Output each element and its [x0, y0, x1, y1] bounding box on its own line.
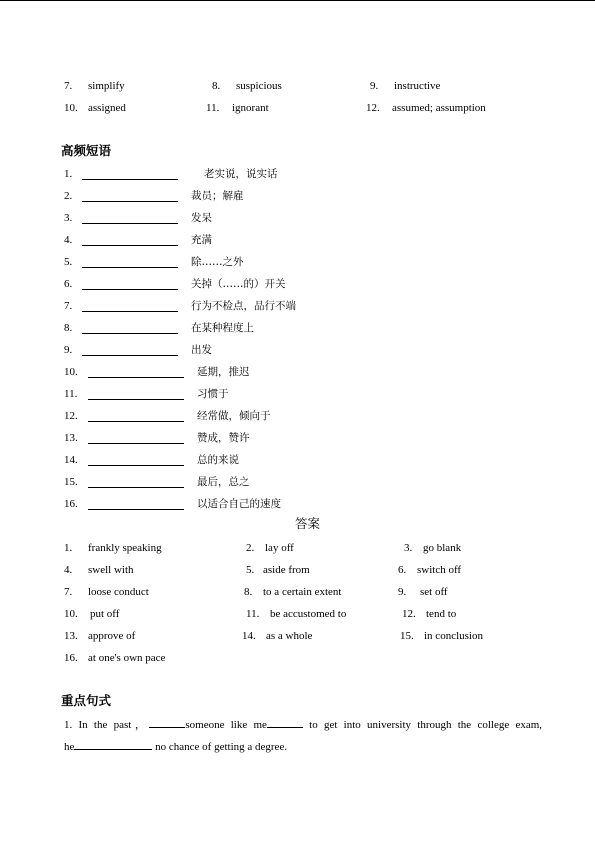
phrase-answer-blank[interactable]	[88, 366, 184, 378]
phrase-meaning: 裁员；解雇	[191, 190, 244, 202]
phrase-num: 3.	[64, 212, 73, 224]
answer-num: 2.	[246, 542, 255, 554]
answer-text: at one's own pace	[88, 652, 166, 664]
phrase-num: 16.	[64, 498, 78, 510]
vocab-word: suspicious	[236, 80, 282, 92]
vocab-num: 12.	[366, 102, 380, 114]
vocab-num: 10.	[64, 102, 78, 114]
sentence-item-1-line-1	[64, 717, 542, 732]
phrase-answer-blank[interactable]	[82, 256, 178, 268]
phrase-meaning: 经常做，倾向于	[197, 410, 271, 422]
phrase-answer-blank[interactable]	[88, 388, 184, 400]
phrase-meaning: 充满	[191, 234, 212, 246]
top-border-line	[0, 0, 595, 1]
answer-num: 15.	[400, 630, 414, 642]
answer-num: 7.	[64, 586, 73, 598]
answer-text: tend to	[426, 608, 457, 620]
answer-blank[interactable]	[267, 717, 303, 728]
phrase-num: 4.	[64, 234, 73, 246]
vocab-num: 11.	[206, 102, 220, 114]
answer-text: put off	[90, 608, 120, 620]
phrase-answer-blank[interactable]	[82, 344, 178, 356]
answer-text: aside from	[263, 564, 310, 576]
vocab-word: instructive	[394, 80, 441, 92]
phrase-meaning: 赞成，赞许	[197, 432, 250, 444]
vocab-num: 8.	[212, 80, 221, 92]
phrase-num: 1.	[64, 168, 73, 180]
phrase-answer-blank[interactable]	[82, 168, 178, 180]
answer-num: 16.	[64, 652, 78, 664]
phrase-num: 11.	[64, 388, 78, 400]
answers-title: 答案	[295, 516, 321, 531]
phrase-num: 8.	[64, 322, 73, 334]
answer-num: 8.	[244, 586, 253, 598]
answer-num: 3.	[404, 542, 413, 554]
phrase-meaning: 发呆	[191, 212, 212, 224]
phrase-meaning: 老实说，说实话	[204, 168, 278, 180]
phrase-num: 15.	[64, 476, 78, 488]
vocab-word: ignorant	[232, 102, 269, 114]
answer-num: 5.	[246, 564, 255, 576]
answer-num: 13.	[64, 630, 78, 642]
answer-num: 10.	[64, 608, 78, 620]
phrase-meaning: 最后，总之	[197, 476, 250, 488]
answer-blank[interactable]	[74, 739, 152, 750]
answer-text: swell with	[88, 564, 134, 576]
vocab-num: 7.	[64, 80, 73, 92]
phrase-num: 6.	[64, 278, 73, 290]
phrases-heading: 高频短语	[61, 143, 112, 158]
phrase-answer-blank[interactable]	[82, 212, 178, 224]
answer-num: 9.	[398, 586, 407, 598]
sentence-text: In the past，	[78, 719, 150, 731]
phrase-answer-blank[interactable]	[88, 454, 184, 466]
sentence-text: no chance of getting a degree.	[155, 741, 288, 753]
phrase-answer-blank[interactable]	[82, 278, 178, 290]
answer-num: 11.	[246, 608, 260, 620]
answer-text: switch off	[417, 564, 462, 576]
answer-num: 14.	[242, 630, 256, 642]
answer-text: as a whole	[266, 630, 313, 642]
phrase-num: 5.	[64, 256, 73, 268]
phrase-num: 2.	[64, 190, 73, 202]
answer-num: 4.	[64, 564, 73, 576]
phrase-answer-blank[interactable]	[88, 476, 184, 488]
phrase-meaning: 关掉（……的）开关	[191, 278, 286, 290]
phrase-num: 9.	[64, 344, 73, 356]
phrase-answer-blank[interactable]	[82, 322, 178, 334]
answer-text: loose conduct	[88, 586, 149, 598]
answer-text: to a certain extent	[263, 586, 342, 598]
phrase-meaning: 以适合自己的速度	[197, 498, 281, 510]
vocab-num: 9.	[370, 80, 379, 92]
sentence-text: to get into university through the college exam,	[309, 719, 543, 731]
phrase-num: 12.	[64, 410, 78, 422]
answer-text: set off	[420, 586, 448, 598]
phrase-answer-blank[interactable]	[82, 190, 178, 202]
vocab-word: assigned	[88, 102, 126, 114]
phrase-meaning: 出发	[191, 344, 212, 356]
phrase-num: 7.	[64, 300, 73, 312]
answer-text: go blank	[423, 542, 462, 554]
phrase-num: 10.	[64, 366, 78, 378]
phrase-answer-blank[interactable]	[82, 300, 178, 312]
phrase-meaning: 总的来说	[197, 454, 239, 466]
phrase-num: 14.	[64, 454, 78, 466]
answer-text: frankly speaking	[88, 542, 162, 554]
phrase-answer-blank[interactable]	[88, 432, 184, 444]
phrase-meaning: 除……之外	[191, 256, 244, 268]
answer-text: lay off	[265, 542, 294, 554]
sentence-item-1-line-2	[64, 739, 542, 754]
phrase-meaning: 延期，推迟	[197, 366, 250, 378]
phrase-answer-blank[interactable]	[88, 498, 184, 510]
phrase-meaning: 习惯于	[197, 388, 229, 400]
answer-text: in conclusion	[424, 630, 483, 642]
answer-num: 12.	[402, 608, 416, 620]
vocab-word: simplify	[88, 80, 125, 92]
vocab-word: assumed; assumption	[392, 102, 486, 114]
phrase-answer-blank[interactable]	[82, 234, 178, 246]
answer-text: approve of	[88, 630, 136, 642]
phrase-answer-blank[interactable]	[88, 410, 184, 422]
phrase-meaning: 行为不检点，品行不端	[191, 300, 296, 312]
answer-num: 6.	[398, 564, 407, 576]
answer-num: 1.	[64, 542, 73, 554]
sentence-num: 1.	[64, 719, 73, 731]
answer-text: be accustomed to	[270, 608, 347, 620]
phrase-num: 13.	[64, 432, 78, 444]
sentence-text: someone like me	[185, 719, 267, 731]
phrase-meaning: 在某种程度上	[191, 322, 254, 334]
sentences-heading: 重点句式	[61, 693, 112, 708]
sentence-text: he	[64, 741, 75, 753]
answer-blank[interactable]	[149, 717, 185, 728]
